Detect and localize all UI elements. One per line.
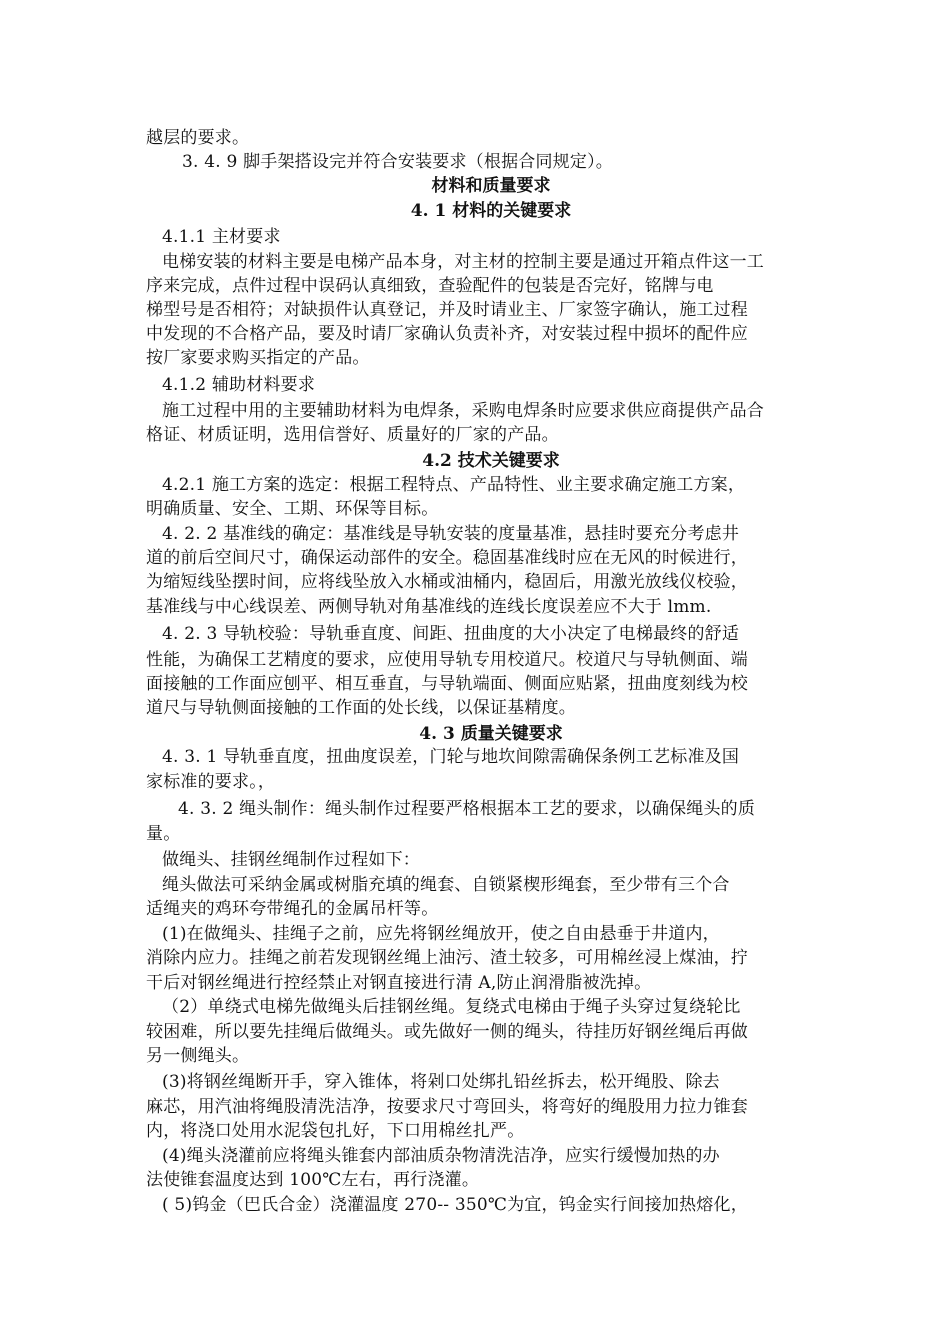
text-line: 量。: [146, 824, 181, 844]
text-line: 法使锥套温度达到 100℃左右，再行浇灌。: [146, 1170, 480, 1190]
section-heading: 材料和质量要求: [431, 176, 551, 196]
text-line: 适绳夹的鸡环夸带绳孔的金属吊杆等。: [146, 899, 439, 919]
text-line: 电梯安装的材料主要是电梯产品本身，对主材的控制主要是通过开箱点件这一工: [162, 252, 764, 272]
text-line: 4. 3. 2 绳头制作：绳头制作过程要严格根据本工艺的要求，以确保绳头的质: [178, 799, 756, 819]
text-line: 干后对钢丝绳进行控经禁止对钢直接进行清 A,防止润滑脂被洗掉。: [146, 973, 652, 993]
text-line: 格证、材质证明，选用信誉好、质量好的厂家的产品。: [146, 425, 559, 445]
text-line: 家标准的要求。，: [146, 772, 276, 792]
text-line: 梯型号是否相符；对缺损件认真登记，并及时请业主、厂家签字确认，施工过程: [146, 300, 748, 320]
text-line: ( 5)钨金（巴氏合金）浇灌温度 270-- 350℃为宜，钨金实行间接加热熔化，: [162, 1195, 748, 1215]
text-line: 为缩短线坠摆时间，应将线坠放入水桶或油桶内，稳固后，用激光放线仪校验，: [146, 572, 748, 592]
text-line: 性能，为确保工艺精度的要求，应使用导轨专用校道尺。校道尺与导轨侧面、端: [146, 650, 748, 670]
section-heading: 4. 1 材料的关键要求: [410, 201, 572, 221]
text-line: 道的前后空间尺寸，确保运动部件的安全。稳固基准线时应在无风的时候进行，: [146, 548, 748, 568]
section-heading: 4. 3 质量关键要求: [419, 724, 563, 744]
text-line: 按厂家要求购买指定的产品。: [146, 348, 370, 368]
text-line: 施工过程中用的主要辅助材料为电焊条，采购电焊条时应要求供应商提供产品合: [162, 401, 764, 421]
subsection-heading: 4.1.1 主材要求: [162, 227, 281, 247]
text-line: (4)绳头浇灌前应将绳头锥套内部油质杂物清洗洁净，应实行缓慢加热的办: [162, 1146, 720, 1166]
text-line: (1)在做绳头、挂绳子之前，应先将钢丝绳放开，使之自由悬垂于井道内，: [162, 924, 720, 944]
text-line: 面接触的工作面应刨平、相互垂直，与导轨端面、侧面应贴紧，扭曲度刻线为校: [146, 674, 748, 694]
text-line: （2）单绕式电梯先做绳头后挂钢丝绳。复绕式电梯由于绳子头穿过复绕轮比: [162, 997, 741, 1017]
text-line: 越层的要求。: [146, 128, 250, 148]
text-line: 较困难，所以要先挂绳后做绳头。或先做好一侧的绳头，待挂历好钢丝绳后再做: [146, 1022, 748, 1042]
text-line: 基准线与中心线误差、两侧导轨对角基准线的连线长度误差应不大于 lmm.: [146, 597, 712, 617]
section-heading: 4.2 技术关键要求: [422, 451, 560, 471]
text-line: 消除内应力。挂绳之前若发现钢丝绳上油污、渣土较多，可用棉丝浸上煤油，拧: [146, 948, 748, 968]
text-line: 明确质量、安全、工期、环保等目标。: [146, 499, 439, 519]
text-line: 4.2.1 施工方案的选定：根据工程特点、产品特性、业主要求确定施工方案，: [162, 475, 746, 495]
text-line: 序来完成，点件过程中误码认真细致，查验配件的包装是否完好，铭牌与电: [146, 276, 714, 296]
text-line: 中发现的不合格产品，要及时请厂家确认负责补齐，对安装过程中损坏的配件应: [146, 324, 748, 344]
text-line: 绳头做法可采纳金属或树脂充填的绳套、自锁紧楔形绳套，至少带有三个合: [162, 875, 730, 895]
text-line: 4. 2. 3 导轨校验：导轨垂直度、间距、扭曲度的大小决定了电梯最终的舒适: [162, 624, 740, 644]
text-line: 内，将浇口处用水泥袋包扎好，下口用棉丝扎严。: [146, 1121, 525, 1141]
text-line: 另一侧绳头。: [146, 1046, 250, 1066]
text-line: (3)将钢丝绳断开手，穿入锥体，将剁口处绑扎铅丝拆去，松开绳股、除去: [162, 1072, 720, 1092]
subsection-heading: 4.1.2 辅助材料要求: [162, 375, 316, 395]
text-line: 3. 4. 9 脚手架搭设完并符合安装要求（根据合同规定）。: [182, 152, 613, 172]
text-line: 道尺与导轨侧面接触的工作面的处长线，以保证基精度。: [146, 698, 576, 718]
text-line: 麻芯，用汽油将绳股清洗洁净，按要求尺寸弯回头，将弯好的绳股用力拉力锥套: [146, 1097, 748, 1117]
text-line: 做绳头、挂钢丝绳制作过程如下：: [162, 850, 420, 870]
text-line: 4. 2. 2 基准线的确定：基准线是导轨安装的度量基准，悬挂时要充分考虑井: [162, 524, 740, 544]
text-line: 4. 3. 1 导轨垂直度，扭曲度误差，门轮与地坎间隙需确保条例工艺标准及国: [162, 747, 740, 767]
